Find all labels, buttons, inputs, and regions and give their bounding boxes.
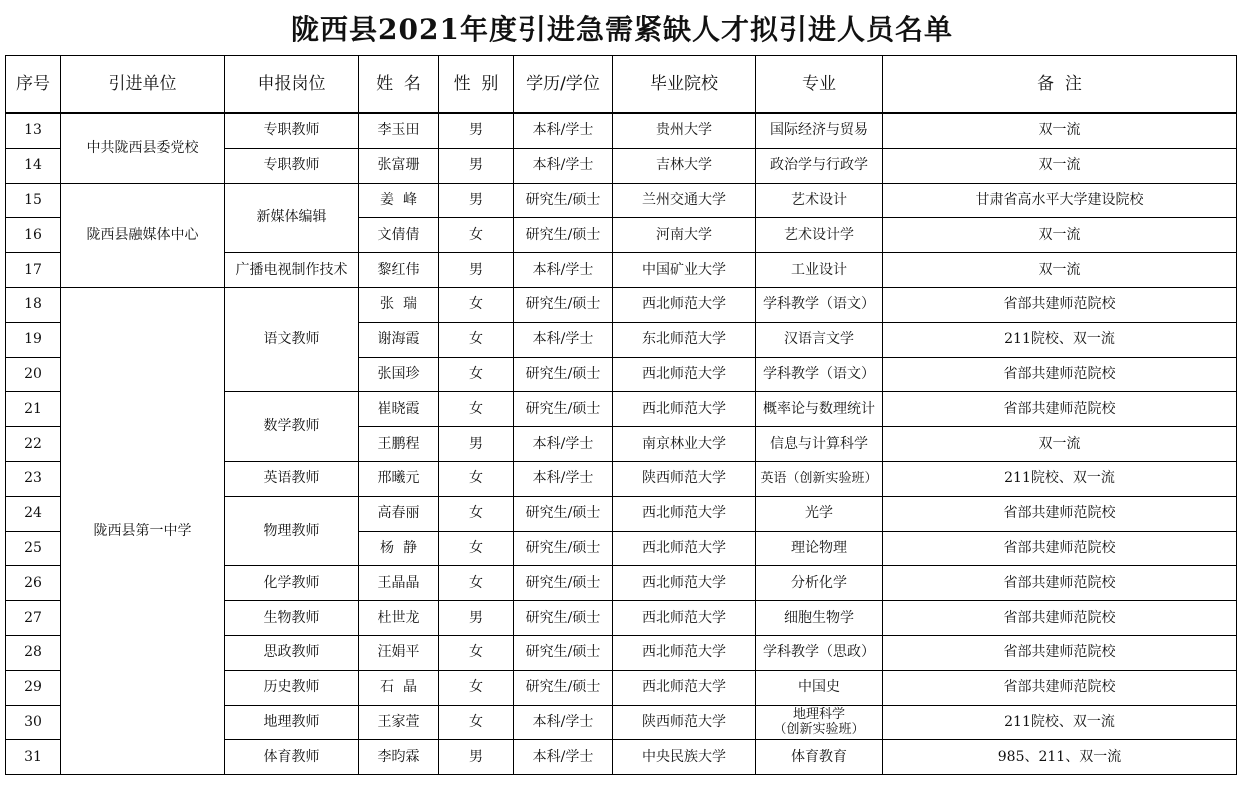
header-degree: 学历/学位	[514, 56, 613, 114]
cell-note: 省部共建师范院校	[883, 670, 1237, 705]
cell-school: 中央民族大学	[613, 740, 756, 775]
cell-major: 信息与计算科学	[756, 427, 883, 462]
cell-degree: 研究生/硕士	[514, 670, 613, 705]
cell-name: 谢海霞	[359, 322, 439, 357]
cell-gender: 女	[439, 496, 514, 531]
cell-note: 省部共建师范院校	[883, 287, 1237, 322]
cell-school: 陕西师范大学	[613, 705, 756, 740]
cell-degree: 本科/学士	[514, 322, 613, 357]
cell-gender: 女	[439, 566, 514, 601]
cell-position: 广播电视制作技术	[225, 253, 359, 288]
table-row	[6, 113, 1237, 148]
cell-note: 双一流	[883, 148, 1237, 183]
cell-name: 石 晶	[359, 670, 439, 705]
cell-major: 国际经济与贸易	[756, 113, 883, 148]
cell-school: 西北师范大学	[613, 531, 756, 566]
cell-name: 李玉田	[359, 113, 439, 148]
cell-note: 985、211、双一流	[883, 740, 1237, 775]
cell-major: 汉语言文学	[756, 322, 883, 357]
cell-name: 杨 静	[359, 531, 439, 566]
cell-no: 21	[6, 392, 61, 427]
cell-unit: 陇西县第一中学	[61, 287, 225, 774]
cell-school: 西北师范大学	[613, 357, 756, 392]
cell-school: 西北师范大学	[613, 566, 756, 601]
cell-school: 兰州交通大学	[613, 183, 756, 218]
cell-degree: 研究生/硕士	[514, 566, 613, 601]
cell-gender: 男	[439, 427, 514, 462]
cell-degree: 研究生/硕士	[514, 601, 613, 636]
cell-unit: 陇西县融媒体中心	[61, 183, 225, 287]
cell-major: 学科教学（思政）	[756, 635, 883, 670]
table-row	[6, 287, 1237, 322]
cell-gender: 女	[439, 531, 514, 566]
cell-note: 甘肃省高水平大学建设院校	[883, 183, 1237, 218]
cell-degree: 研究生/硕士	[514, 392, 613, 427]
page-title: 陇西县2021年度引进急需紧缺人才拟引进人员名单	[291, 13, 953, 46]
cell-major: 体育教育	[756, 740, 883, 775]
cell-name: 姜 峰	[359, 183, 439, 218]
header-no: 序号	[6, 56, 61, 114]
table-header-row	[6, 56, 1237, 114]
cell-major: 分析化学	[756, 566, 883, 601]
personnel-table	[5, 55, 1237, 775]
cell-degree: 研究生/硕士	[514, 496, 613, 531]
cell-note: 211院校、双一流	[883, 322, 1237, 357]
cell-name: 文倩倩	[359, 218, 439, 253]
cell-gender: 男	[439, 253, 514, 288]
cell-note: 省部共建师范院校	[883, 392, 1237, 427]
cell-gender: 女	[439, 461, 514, 496]
cell-name: 张 瑞	[359, 287, 439, 322]
cell-name: 王鹏程	[359, 427, 439, 462]
cell-school: 西北师范大学	[613, 287, 756, 322]
cell-note: 双一流	[883, 253, 1237, 288]
cell-no: 20	[6, 357, 61, 392]
cell-degree: 本科/学士	[514, 705, 613, 740]
cell-school: 吉林大学	[613, 148, 756, 183]
cell-name: 高春丽	[359, 496, 439, 531]
cell-position: 语文教师	[225, 287, 359, 391]
cell-major: 艺术设计学	[756, 218, 883, 253]
cell-major: 学科教学（语文）	[756, 357, 883, 392]
table-row	[6, 183, 1237, 218]
cell-degree: 本科/学士	[514, 740, 613, 775]
cell-no: 22	[6, 427, 61, 462]
cell-major: 光学	[756, 496, 883, 531]
cell-no: 27	[6, 601, 61, 636]
cell-name: 张富珊	[359, 148, 439, 183]
cell-school: 中国矿业大学	[613, 253, 756, 288]
cell-school: 西北师范大学	[613, 392, 756, 427]
header-school: 毕业院校	[613, 56, 756, 114]
cell-no: 17	[6, 253, 61, 288]
cell-position: 化学教师	[225, 566, 359, 601]
cell-name: 汪娟平	[359, 635, 439, 670]
cell-no: 26	[6, 566, 61, 601]
cell-degree: 研究生/硕士	[514, 183, 613, 218]
cell-degree: 研究生/硕士	[514, 218, 613, 253]
cell-degree: 本科/学士	[514, 253, 613, 288]
header-position: 申报岗位	[225, 56, 359, 114]
cell-degree: 本科/学士	[514, 148, 613, 183]
cell-gender: 女	[439, 392, 514, 427]
cell-major: 工业设计	[756, 253, 883, 288]
cell-no: 14	[6, 148, 61, 183]
cell-school: 河南大学	[613, 218, 756, 253]
cell-gender: 女	[439, 635, 514, 670]
cell-gender: 女	[439, 218, 514, 253]
cell-name: 黎红伟	[359, 253, 439, 288]
cell-major: 英语（创新实验班）	[756, 461, 883, 496]
cell-position: 思政教师	[225, 635, 359, 670]
cell-school: 南京林业大学	[613, 427, 756, 462]
cell-school: 西北师范大学	[613, 635, 756, 670]
cell-gender: 女	[439, 705, 514, 740]
cell-major: 学科教学（语文）	[756, 287, 883, 322]
cell-gender: 男	[439, 183, 514, 218]
cell-note: 211院校、双一流	[883, 705, 1237, 740]
cell-name: 李昀霖	[359, 740, 439, 775]
cell-degree: 研究生/硕士	[514, 635, 613, 670]
cell-no: 30	[6, 705, 61, 740]
cell-name: 邢曦元	[359, 461, 439, 496]
cell-position: 专职教师	[225, 148, 359, 183]
cell-major: 政治学与行政学	[756, 148, 883, 183]
cell-note: 省部共建师范院校	[883, 531, 1237, 566]
cell-no: 24	[6, 496, 61, 531]
cell-gender: 男	[439, 601, 514, 636]
cell-no: 31	[6, 740, 61, 775]
cell-school: 西北师范大学	[613, 670, 756, 705]
cell-no: 25	[6, 531, 61, 566]
cell-degree: 研究生/硕士	[514, 287, 613, 322]
cell-position: 历史教师	[225, 670, 359, 705]
cell-note: 省部共建师范院校	[883, 635, 1237, 670]
cell-position: 数学教师	[225, 392, 359, 462]
cell-gender: 男	[439, 740, 514, 775]
cell-position: 新媒体编辑	[225, 183, 359, 253]
cell-note: 省部共建师范院校	[883, 566, 1237, 601]
header-name: 姓 名	[359, 56, 439, 114]
cell-unit: 中共陇西县委党校	[61, 113, 225, 183]
cell-gender: 女	[439, 287, 514, 322]
cell-school: 西北师范大学	[613, 496, 756, 531]
header-gender: 性 别	[439, 56, 514, 114]
cell-name: 王晶晶	[359, 566, 439, 601]
cell-note: 省部共建师范院校	[883, 496, 1237, 531]
cell-major: 地理科学 （创新实验班）	[756, 705, 883, 740]
cell-no: 13	[6, 113, 61, 148]
cell-position: 地理教师	[225, 705, 359, 740]
cell-name: 张国珍	[359, 357, 439, 392]
cell-gender: 女	[439, 322, 514, 357]
header-major: 专业	[756, 56, 883, 114]
cell-note: 双一流	[883, 113, 1237, 148]
cell-degree: 研究生/硕士	[514, 357, 613, 392]
cell-major: 细胞生物学	[756, 601, 883, 636]
cell-position: 生物教师	[225, 601, 359, 636]
cell-no: 19	[6, 322, 61, 357]
cell-note: 省部共建师范院校	[883, 357, 1237, 392]
cell-no: 28	[6, 635, 61, 670]
cell-position: 英语教师	[225, 461, 359, 496]
cell-note: 211院校、双一流	[883, 461, 1237, 496]
cell-degree: 本科/学士	[514, 427, 613, 462]
header-note: 备 注	[883, 56, 1237, 114]
cell-school: 西北师范大学	[613, 601, 756, 636]
cell-name: 杜世龙	[359, 601, 439, 636]
cell-school: 贵州大学	[613, 113, 756, 148]
cell-degree: 本科/学士	[514, 461, 613, 496]
cell-gender: 男	[439, 113, 514, 148]
cell-school: 陕西师范大学	[613, 461, 756, 496]
cell-gender: 女	[439, 670, 514, 705]
cell-note: 双一流	[883, 427, 1237, 462]
cell-name: 崔晓霞	[359, 392, 439, 427]
cell-major: 艺术设计	[756, 183, 883, 218]
cell-major: 概率论与数理统计	[756, 392, 883, 427]
cell-note: 省部共建师范院校	[883, 601, 1237, 636]
cell-name: 王家萱	[359, 705, 439, 740]
cell-no: 29	[6, 670, 61, 705]
cell-degree: 本科/学士	[514, 113, 613, 148]
cell-major: 理论物理	[756, 531, 883, 566]
cell-note: 双一流	[883, 218, 1237, 253]
cell-major: 中国史	[756, 670, 883, 705]
cell-position: 专职教师	[225, 113, 359, 148]
cell-gender: 男	[439, 148, 514, 183]
cell-degree: 研究生/硕士	[514, 531, 613, 566]
cell-no: 23	[6, 461, 61, 496]
cell-school: 东北师范大学	[613, 322, 756, 357]
header-unit: 引进单位	[61, 56, 225, 114]
cell-no: 15	[6, 183, 61, 218]
cell-position: 物理教师	[225, 496, 359, 566]
cell-no: 18	[6, 287, 61, 322]
cell-position: 体育教师	[225, 740, 359, 775]
cell-no: 16	[6, 218, 61, 253]
cell-gender: 女	[439, 357, 514, 392]
